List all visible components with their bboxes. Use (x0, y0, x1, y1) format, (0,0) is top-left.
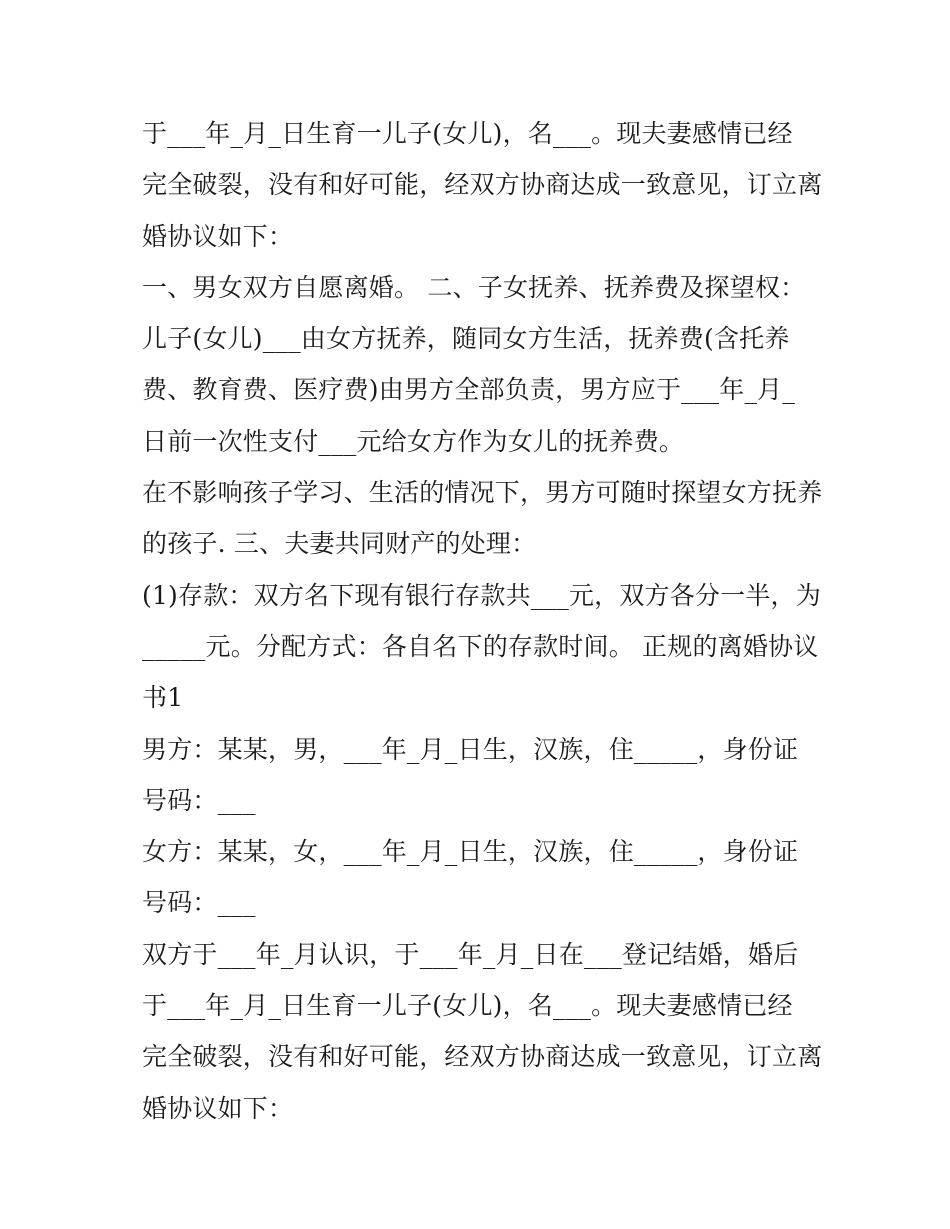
body-line: 书1 (142, 683, 184, 713)
body-line: 费、教育费、医疗费)由男方全部负责，男方应于___年_月_ (142, 375, 796, 405)
body-line: 一、男女双方自愿离婚。 二、子女抚养、抚养费及探望权： (142, 272, 806, 302)
body-line: 儿子(女儿)___由女方抚养，随同女方生活，抚养费(含托养 (142, 324, 790, 354)
body-line: 婚协议如下： (142, 1093, 294, 1123)
body-line: 于___年_月_日生育一儿子(女儿)，名___。现夫妻感情已经 (142, 119, 793, 148)
body-line: 完全破裂，没有和好可能，经双方协商达成一致意见，订立离 (142, 170, 823, 200)
body-line: 号码：___ (142, 785, 256, 815)
body-line: 号码：___ (142, 888, 256, 918)
document-body (142, 108, 822, 1134)
body-line: (1)存款：双方名下现有银行存款共___元，双方各分一半，为 (142, 580, 821, 610)
body-line: 双方于___年_月认识，于___年_月_日在___登记结婚，婚后 (142, 939, 799, 969)
body-line: 完全破裂，没有和好可能，经双方协商达成一致意见，订立离 (142, 1042, 823, 1072)
body-line: 女方：某某，女，___年_月_日生，汉族，住_____，身份证 (142, 837, 799, 867)
body-line: 日前一次性支付___元给女方作为女儿的抚养费。 (142, 426, 685, 456)
body-line: 男方：某某，男，___年_月_日生，汉族，住_____，身份证 (142, 734, 799, 764)
body-line: _____元。分配方式：各自名下的存款时间。 正规的离婚协议 (142, 631, 819, 661)
body-line: 婚协议如下： (142, 221, 294, 251)
body-line: 于___年_月_日生育一儿子(女儿)，名___。现夫妻感情已经 (142, 991, 793, 1021)
body-line: 的孩子. 三、夫妻共同财产的处理： (142, 529, 537, 559)
body-line: 在不影响孩子学习、生活的情况下，男方可随时探望女方抚养 (142, 478, 823, 508)
